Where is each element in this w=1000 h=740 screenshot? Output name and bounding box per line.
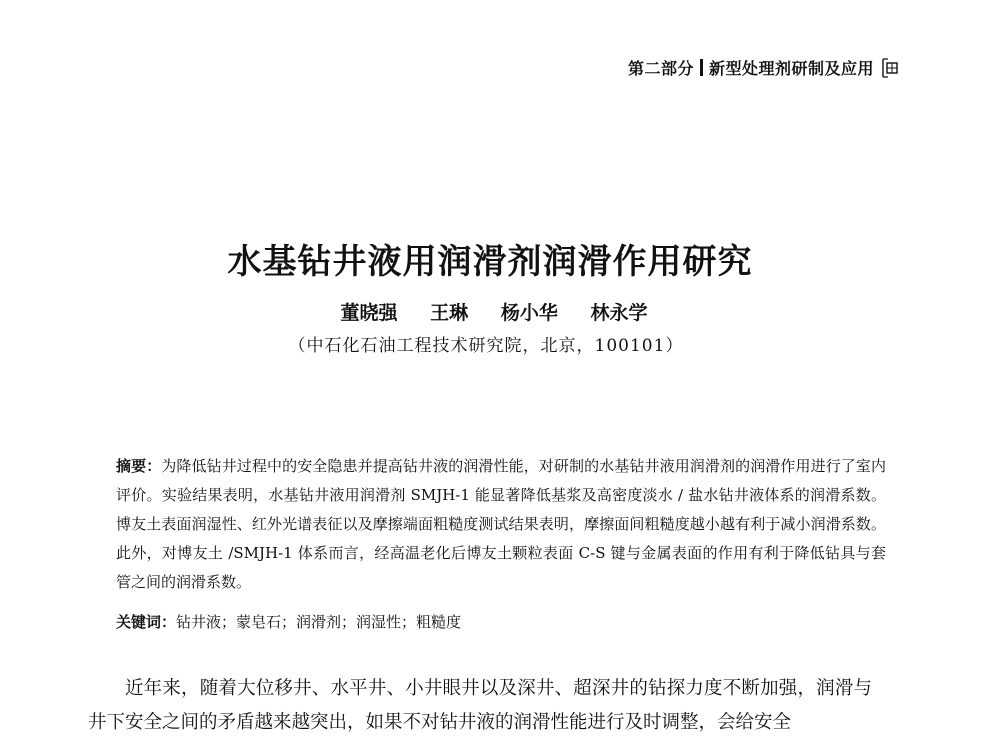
paper-title: 水基钻井液用润滑剂润滑作用研究 (227, 242, 753, 282)
author-list (0, 298, 994, 325)
keywords-label: 关键词： (116, 613, 177, 631)
running-header (628, 56, 900, 79)
author-name: 董晓强 (340, 302, 398, 324)
keywords (116, 608, 886, 637)
body-paragraph: 近年来，随着大位移井、水平井、小井眼井以及深井、超深井的钻探力度不断加强，润滑与井下安全之间的矛盾越来越突出，如果不对钻井液的润滑性能进行及时调整，会给安全 (88, 678, 872, 733)
abstract (116, 452, 886, 597)
abstract-label: 摘要： (116, 457, 162, 475)
keywords-text: 钻井液；蒙皂石；润滑剂；润湿性；粗糙度 (176, 613, 462, 631)
header-part: 第二部分 (627, 59, 694, 78)
author-name: 王琳 (430, 302, 469, 324)
author-name: 杨小华 (500, 302, 558, 324)
page-corner-icon (880, 57, 900, 79)
author-affiliation: （中石化石油工程技术研究院，北京，100101） (288, 336, 684, 356)
header-separator (700, 59, 703, 76)
author-name: 林永学 (590, 302, 648, 324)
abstract-text: 为降低钻井过程中的安全隐患并提高钻井液的润滑性能，对研制的水基钻井液用润滑剂的润滑作用进行了室内评价。实验结果表明，水基钻井液用润滑剂 SMJH-1 能显著降低基浆及高密度淡水 / 盐水钻井液体系的润滑系数。博友土表面润湿性、红外光谱表征以及摩擦端面粗糙度测试结果表明，摩擦面间粗糙度越小越有利于减小润滑系数。此外，对博友土 /SMJH-1 体系而言，经高温老化后博友土颗粒表面 C-S 键与金属表面的作用有利于降低钻具与套管之间的润滑系数。 (116, 457, 886, 591)
header-section: 新型处理剂研制及应用 (708, 59, 874, 78)
